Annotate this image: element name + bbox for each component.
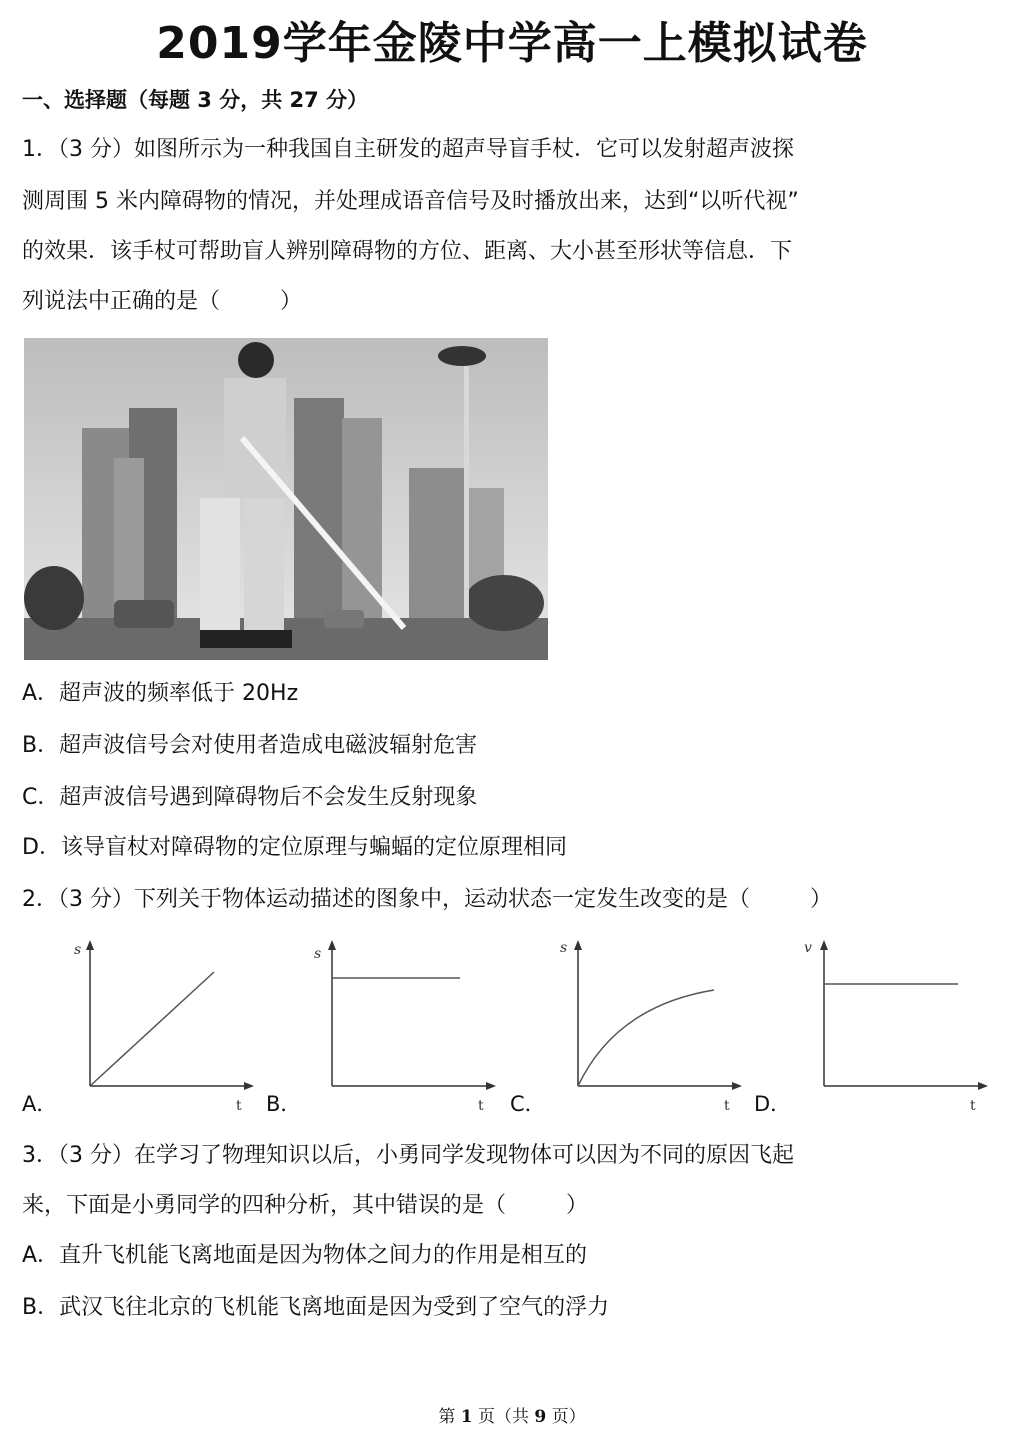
graph-c-x-label: t bbox=[724, 1098, 730, 1114]
q3-option-b: B．武汉飞往北京的飞机能飞离地面是因为受到了空气的浮力 bbox=[22, 1295, 610, 1320]
q2-close-paren: ） bbox=[810, 887, 833, 912]
graph-c bbox=[546, 936, 746, 1116]
q3-stem-end: 来，下面是小勇同学的四种分析，其中错误的是（ bbox=[22, 1193, 507, 1218]
q1-option-d: D．该导盲杖对障碍物的定位原理与蝙蝠的定位原理相同 bbox=[22, 835, 567, 860]
graph-b bbox=[300, 936, 500, 1116]
blind-cane-photo bbox=[24, 338, 548, 660]
footer-prefix: 第 bbox=[438, 1407, 461, 1427]
graph-d-label: D． bbox=[754, 1092, 792, 1116]
graph-d bbox=[792, 936, 992, 1116]
graph-b-label: B． bbox=[266, 1092, 302, 1116]
q1-option-b: B．超声波信号会对使用者造成电磁波辐射危害 bbox=[22, 733, 478, 758]
footer-total-pages: 9 bbox=[534, 1407, 547, 1427]
footer-suffix: 页） bbox=[546, 1407, 586, 1427]
footer-page-number: 1 bbox=[460, 1407, 473, 1427]
section-heading: 一、选择题（每题 3 分，共 27 分） bbox=[22, 88, 369, 112]
q1-option-a: A．超声波的频率低于 20Hz bbox=[22, 681, 299, 706]
graph-c-y-label: s bbox=[560, 940, 568, 956]
page-footer bbox=[0, 1406, 1024, 1428]
q1-option-c: C．超声波信号遇到障碍物后不会发生反射现象 bbox=[22, 785, 478, 810]
graph-a-label: A． bbox=[22, 1092, 58, 1116]
graph-c-label: C． bbox=[510, 1092, 546, 1116]
q1-line-3: 的效果．该手杖可帮助盲人辨别障碍物的方位、距离、大小甚至形状等信息．下 bbox=[22, 239, 793, 264]
page-title: 2019学年金陵中学高一上模拟试卷 bbox=[156, 18, 868, 69]
footer-middle: 页（共 bbox=[472, 1407, 535, 1427]
q1-stem-end: 列说法中正确的是（ bbox=[22, 289, 221, 314]
q2-stem bbox=[22, 884, 832, 916]
graph-a-y-label: s bbox=[74, 942, 82, 958]
graph-b-y-label: s bbox=[314, 946, 322, 962]
graph-d-y-label: v bbox=[804, 940, 812, 956]
photo-illustration bbox=[24, 338, 548, 660]
graph-b-x-label: t bbox=[478, 1098, 484, 1114]
q1-line-1: 1．（3 分）如图所示为一种我国自主研发的超声导盲手杖．它可以发射超声波探 bbox=[22, 137, 794, 162]
graph-a-x-label: t bbox=[236, 1098, 242, 1114]
q1-line-4 bbox=[22, 286, 302, 318]
q3-close-paren: ） bbox=[566, 1193, 589, 1218]
q3-line-2 bbox=[22, 1190, 588, 1222]
q1-line-2: 测周围 5 米内障碍物的情况，并处理成语音信号及时播放出来，达到“以听代视” bbox=[22, 189, 799, 214]
q2-stem-text: 2．（3 分）下列关于物体运动描述的图象中，运动状态一定发生改变的是（ bbox=[22, 887, 750, 912]
q1-close-paren: ） bbox=[280, 289, 303, 314]
q3-option-a: A．直升飞机能飞离地面是因为物体之间力的作用是相互的 bbox=[22, 1243, 588, 1268]
graph-a bbox=[58, 936, 258, 1116]
graph-d-x-label: t bbox=[970, 1098, 976, 1114]
q3-line-1: 3．（3 分）在学习了物理知识以后，小勇同学发现物体可以因为不同的原因飞起 bbox=[22, 1143, 794, 1168]
